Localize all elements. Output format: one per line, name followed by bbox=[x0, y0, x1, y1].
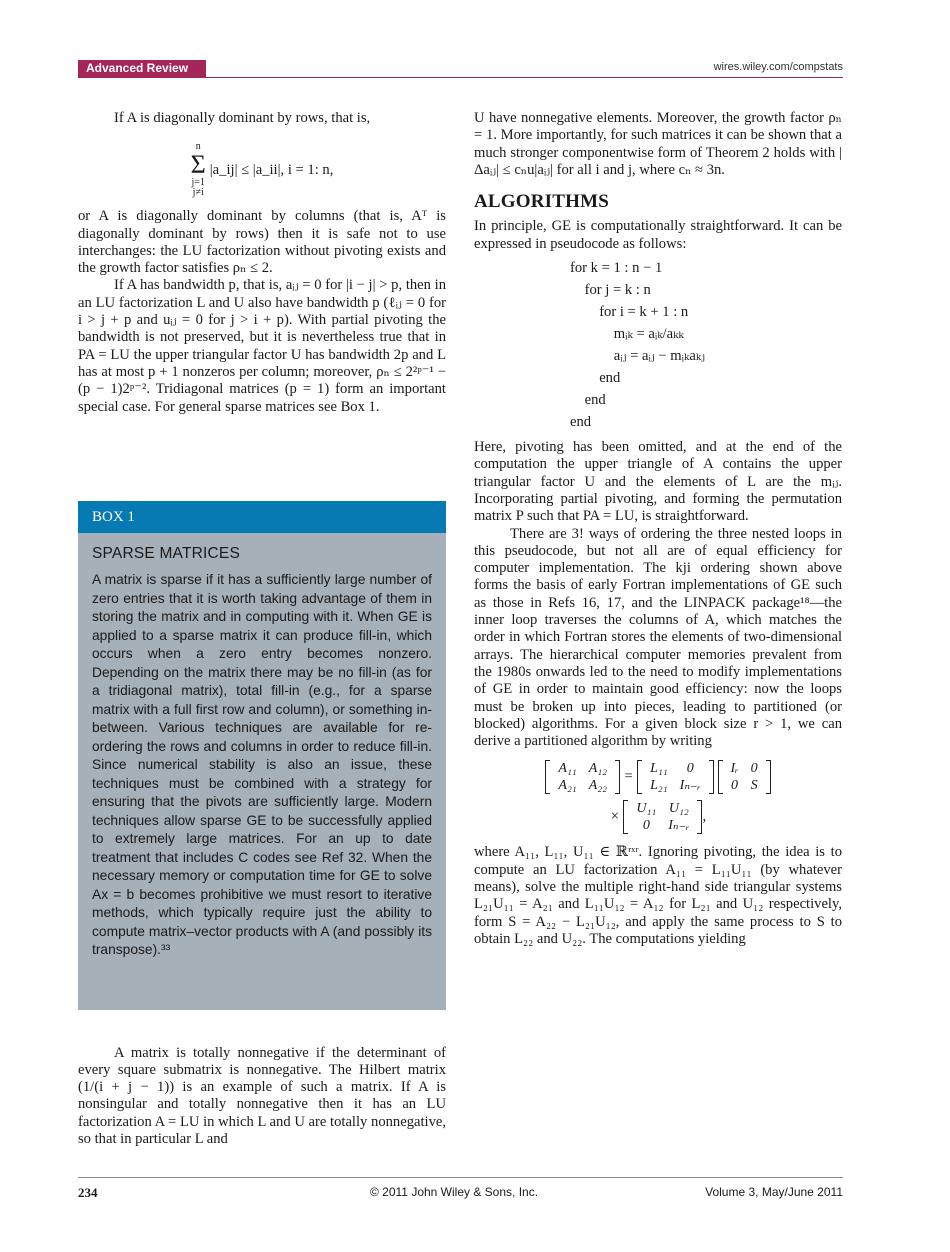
pseudocode-block bbox=[570, 257, 842, 433]
equation-diagonal-dominance bbox=[78, 137, 446, 198]
page-number: 234 bbox=[78, 1185, 98, 1200]
left-column-bottom bbox=[78, 1030, 446, 1163]
pseudocode-line: end bbox=[570, 392, 606, 409]
box-sparse-matrices bbox=[78, 501, 446, 1010]
paragraph-pivoting-omitted: Here, pivoting has been omitted, and at the end of the computation the upper triangle of A contains the upper triangular factor U and the elements of L are the mᵢⱼ. Incorporating partial pivoting, and forming the permutation matrix P such that PA = LU, is straightforward. bbox=[474, 439, 842, 525]
paragraph-totally-nonnegative: A matrix is totally nonnegative if the determinant of every square submatrix is nonnegative. The Hilbert matrix (1/(i + j − 1)) is an example of such a matrix. If A is nonsingular and totally nonnegative then it has an LU factorization A = LU in which L and U are totally nonnegative, so that in particular L and bbox=[78, 1044, 446, 1148]
right-column bbox=[474, 110, 842, 948]
pseudocode-line: mᵢₖ = aᵢₖ/aₖₖ bbox=[570, 326, 684, 343]
journal-url[interactable]: wires.wiley.com/compstats bbox=[713, 61, 843, 73]
box-body: A matrix is sparse if it has a sufficiently large number of zero entries that it is worth taking advantage of them in storing the matrix and in computing with it. When GE is applied to a sparse matrix it can produce fill-in, which occurs when a zero entry becomes nonzero. Depending on the matrix there may be no fill-in (as for a tridiagonal matrix), total fill-in (e.g., for a sparse matrix with a full first row and column), or something in-between. Various techniques are available for re-ordering the rows and columns in order to reduce fill-in. Since numerical stability is also an issue, these techniques must be combined with a strategy for ensuring that the pivots are sufficiently large. Modern techniques allow sparse GE to be successfully applied to extremely large matrices. For an up to date treatment that includes C codes see Ref 32. When the necessary memory or computation time for GE to solve Ax = b becomes prohibitive we must resort to iterative methods, which typically require just the ability to compute matrix–vector products with A (and possibly its transpose).³³ bbox=[92, 572, 432, 957]
pseudocode-line: for i = k + 1 : n bbox=[570, 304, 689, 321]
pseudocode-line: for k = 1 : n − 1 bbox=[570, 260, 663, 277]
paragraph-loop-ordering: There are 3! ways of ordering the three nested loops in this pseudocode, but not all are of equal efficiency for computer implementation. The kji ordering shown above forms the basis of early Fortran implementations of GE such as those in Refs 16, 17, and the LINPACK package¹⁸—the inner loop traverses the columns of A, which matches the order in which Fortran stores the elements of two-dimensional arrays. The hierarchical computer memories prevalent from the 1980s onwards led to the need to modify implementations of GE in order to maintain good efficiency: now the loops must be broken up into pieces, leading to partitioned (or blocked) algorithms. For a given block size r > 1, we can derive a partitioned algorithm by writing bbox=[474, 525, 842, 750]
matrix-middle: Iᵣ 0 0 S bbox=[718, 760, 771, 794]
box-label: BOX 1 bbox=[78, 501, 446, 533]
paragraph-growth-factor: U have nonnegative elements. Moreover, the growth factor ρₙ = 1. More importantly, for such matrices it can be shown that a much stronger componentwise form of Theorem 2 holds with |Δaᵢⱼ| ≤ cₙu|aᵢⱼ| for all i and j, where cₙ ≈ 3n. bbox=[474, 110, 842, 178]
pseudocode-line: end bbox=[570, 370, 621, 387]
pseudocode-line: end bbox=[570, 414, 592, 431]
box-title: SPARSE MATRICES bbox=[92, 545, 240, 562]
footer-rule bbox=[78, 1177, 843, 1178]
matrix-u: U₁₁ U₁₂ 0 Iₙ₋ᵣ bbox=[623, 800, 702, 834]
paragraph-bandwidth: If A has bandwidth p, that is, aᵢⱼ = 0 for |i − j| > p, then in an LU factorization L and U also have bandwidth p (ℓᵢⱼ = 0 for i > j + p and uᵢⱼ = 0 for j > i + p). With partial pivoting the bandwidth is not preserved, but it is nevertheless true that in PA = LU the upper triangular factor U has bandwidth 2p and L has at most p + 1 nonzeros per column; moreover, ρₙ ≤ 2²ᵖ⁻¹ − (p − 1)2ᵖ⁻². Tridiagonal matrices (p = 1) form an important special case. For general sparse matrices see Box 1. bbox=[78, 277, 446, 415]
paragraph-intro: If A is diagonally dominant by rows, that is, bbox=[114, 110, 371, 126]
pseudocode-line: aᵢⱼ = aᵢⱼ − mᵢₖaₖⱼ bbox=[570, 348, 705, 365]
pseudocode-line: for j = k : n bbox=[570, 282, 651, 299]
equation-text: |a_ij| ≤ |a_ii|, i = 1: n, bbox=[209, 161, 334, 178]
left-column bbox=[78, 110, 446, 416]
header-rule bbox=[78, 77, 843, 78]
matrix-l: L₁₁ 0 L₂₁ Iₙ₋ᵣ bbox=[637, 760, 714, 794]
volume-info: Volume 3, May/June 2011 bbox=[705, 1185, 843, 1199]
paragraph-partitioned: where A₁₁, L₁₁, U₁₁ ∈ ℝʳˣʳ. Ignoring pivoting, the idea is to compute an LU factorization A₁₁ = L₁₁U₁₁ (by whatever means), solve the multiple right-hand side triangular systems L₂₁U₁₁ = A₂₁ and L₁₁U₁₂ = A₁₂ for L₂₁ and U₁₂ respectively, form S = A₂₂ − L₂₁U₁₂, and apply the same process to S to obtain L₂₂ and U₂₂. The computations yielding bbox=[474, 844, 842, 947]
block-matrix-equation: A₁₁ A₁₂ A₂₁ A₂₂ = L₁₁ 0 L₂₁ Iₙ₋ᵣ Iᵣ 0 0 S × U₁₁ U₁₂ 0 Iₙ₋ᵣ , bbox=[474, 760, 842, 834]
matrix-a: A₁₁ A₁₂ A₂₁ A₂₂ bbox=[545, 760, 620, 794]
section-heading: ALGORITHMS bbox=[474, 191, 610, 213]
paragraph-column-dominance: or A is diagonally dominant by columns (that is, Aᵀ is diagonally dominant by rows) then it is safe not to use interchanges: the LU factorization without pivoting exists and the growth factor satisfies ρₙ ≤ 2. bbox=[78, 208, 446, 277]
sum-symbol: n Σ j=1 j≠i bbox=[190, 141, 206, 199]
paragraph-principle: In principle, GE is computationally straightforward. It can be expressed in pseudocode as follows: bbox=[474, 218, 842, 252]
copyright: © 2011 John Wiley & Sons, Inc. bbox=[370, 1185, 539, 1199]
section-tag: Advanced Review bbox=[78, 60, 206, 77]
